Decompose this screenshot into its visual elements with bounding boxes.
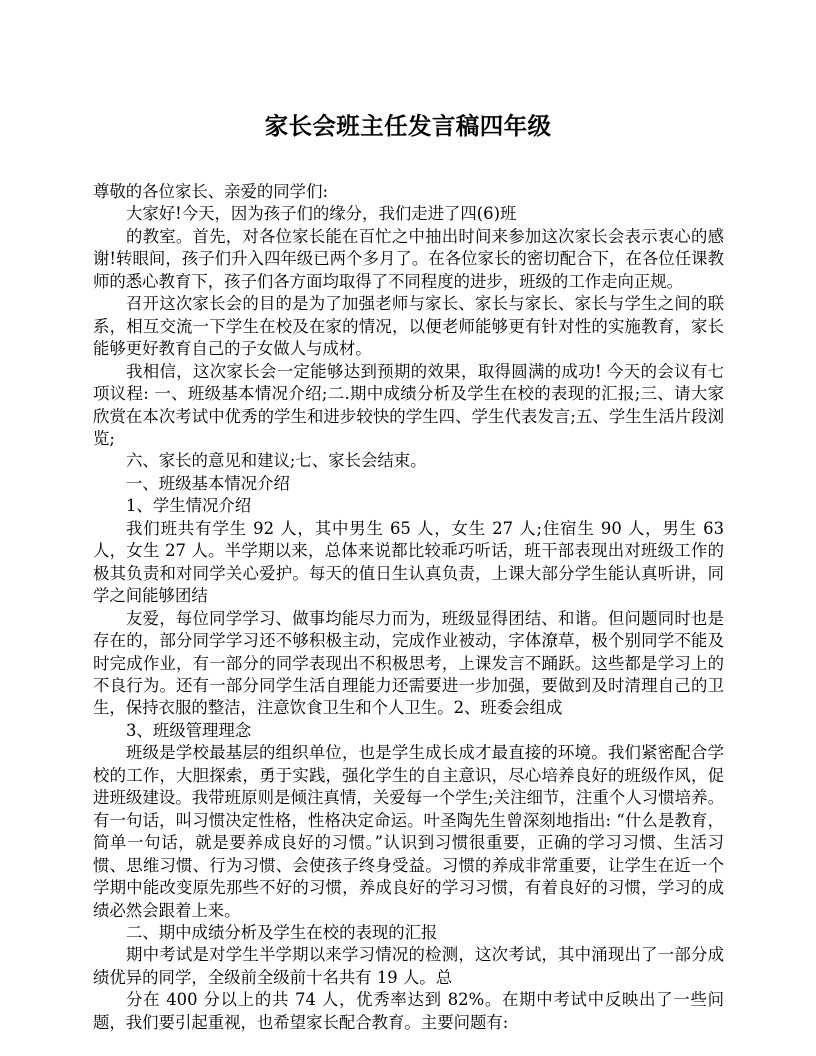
document-body xyxy=(93,181,724,1034)
page-title: 家长会班主任发言稿四年级 xyxy=(264,111,552,140)
paragraph-class-stats: 我们班共有学生 92 人，其中男生 65 人，女生 27 人;住宿生 90 人，男生 63 人，女生 27 人。半学期以来，总体来说都比较乖巧听话，班干部表现出对班级工作的极其负责和对同学关心爱护。每天的值日生认真负责，上课大部分学生能认真听讲，同学之间能够团结 xyxy=(93,518,724,606)
paragraph-agenda: 我相信，这次家长会一定能够达到预期的效果，取得圆满的成功! 今天的会议有七项议程: 一、班级基本情况介绍;二.期中成绩分析及学生在校的表现的汇报;三、请大家欣赏在本次考试中优秀的学生和进步较快的学生四、学生代表发言;五、学生生活片段浏览; xyxy=(93,361,724,448)
paragraph-management: 班级是学校最基层的组织单位，也是学生成长成才最直接的环境。我们紧密配合学校的工作，大胆探索，勇于实践，强化学生的自主意识，尽心培养良好的班级作风，促进班级建设。我带班原则是倾注真情，关爱每一个学生;关注细节，注重个人习惯培养。有一句话，叫习惯决定性格，性格决定命运。叶圣陶先生曾深刻地指出: “什么是教育，简单一句话，就是要养成良好的习惯。”认识到习惯很重要，正确的学习习惯、生活习惯、思维习惯、行为习惯、会使孩子终身受益。习惯的养成非常重要，让学生在近一个学期中能改变原先那些不好的习惯，养成良好的学习习惯，有着良好的习惯，学习的成绩必然会跟着上来。 xyxy=(93,743,724,920)
paragraph-exam-stats: 分在 400 分以上的共 74 人，优秀率达到 82%。在期中考试中反映出了一些问题，我们要引起重视，也希望家长配合教育。主要问题有: xyxy=(93,990,724,1032)
paragraph-purpose: 召开这次家长会的目的是为了加强老师与家长、家长与家长、家长与学生之间的联系，相互交流一下学生在校及在家的情况，以便老师能够更有针对性的实施教育，家长能够更好教育自己的子女做人与成材。 xyxy=(93,294,724,359)
paragraph-agenda-continued: 六、家长的意见和建议;七、家长会结束。 xyxy=(126,451,427,471)
heading-section-two: 二、期中成绩分析及学生在校的表现的汇报 xyxy=(126,922,438,942)
paragraph-harmony: 友爱，每位同学学习、做事均能尽力而为，班级显得团结、和谐。但问题同时也是存在的，部分同学学习还不够积极主动，完成作业被动，字体潦草，极个别同学不能及时完成作业，有一部分的同学表现出不积极思考，上课发言不踊跃。这些都是学习上的不良行为。还有一部分同学生活自理能力还需要进一步加强，要做到及时清理自己的卫生，保持衣服的整洁，注意饮食卫生和个人卫生。2、班委会组成 xyxy=(93,608,724,718)
heading-section-one: 一、班级基本情况介绍 xyxy=(126,473,290,493)
paragraph-exam-analysis: 期中考试是对学生半学期以来学习情况的检测，这次考试，其中涌现出了一部分成绩优异的同学，全级前全级前十名共有 19 人。总 xyxy=(93,945,724,987)
heading-subsection-one-one: 1、学生情况介绍 xyxy=(126,496,252,516)
paragraph-greeting: 大家好!今天，因为孩子们的缘分，我们走进了四(6)班 xyxy=(126,204,517,224)
paragraph-thanks: 的教室。首先，对各位家长能在百忙之中抽出时间来参加这次家长会表示衷心的感谢!转眼间，孩子们升入四年级已两个多月了。在各位家长的密切配合下，在各位任课教师的悉心教育下，孩子们各方面均取得了不同程度的进步，班级的工作走向正规。 xyxy=(93,226,724,291)
paragraph-salutation: 尊敬的各位家长、亲爱的同学们: xyxy=(93,182,328,201)
heading-subsection-one-three: 3、班级管理理念 xyxy=(126,720,252,740)
